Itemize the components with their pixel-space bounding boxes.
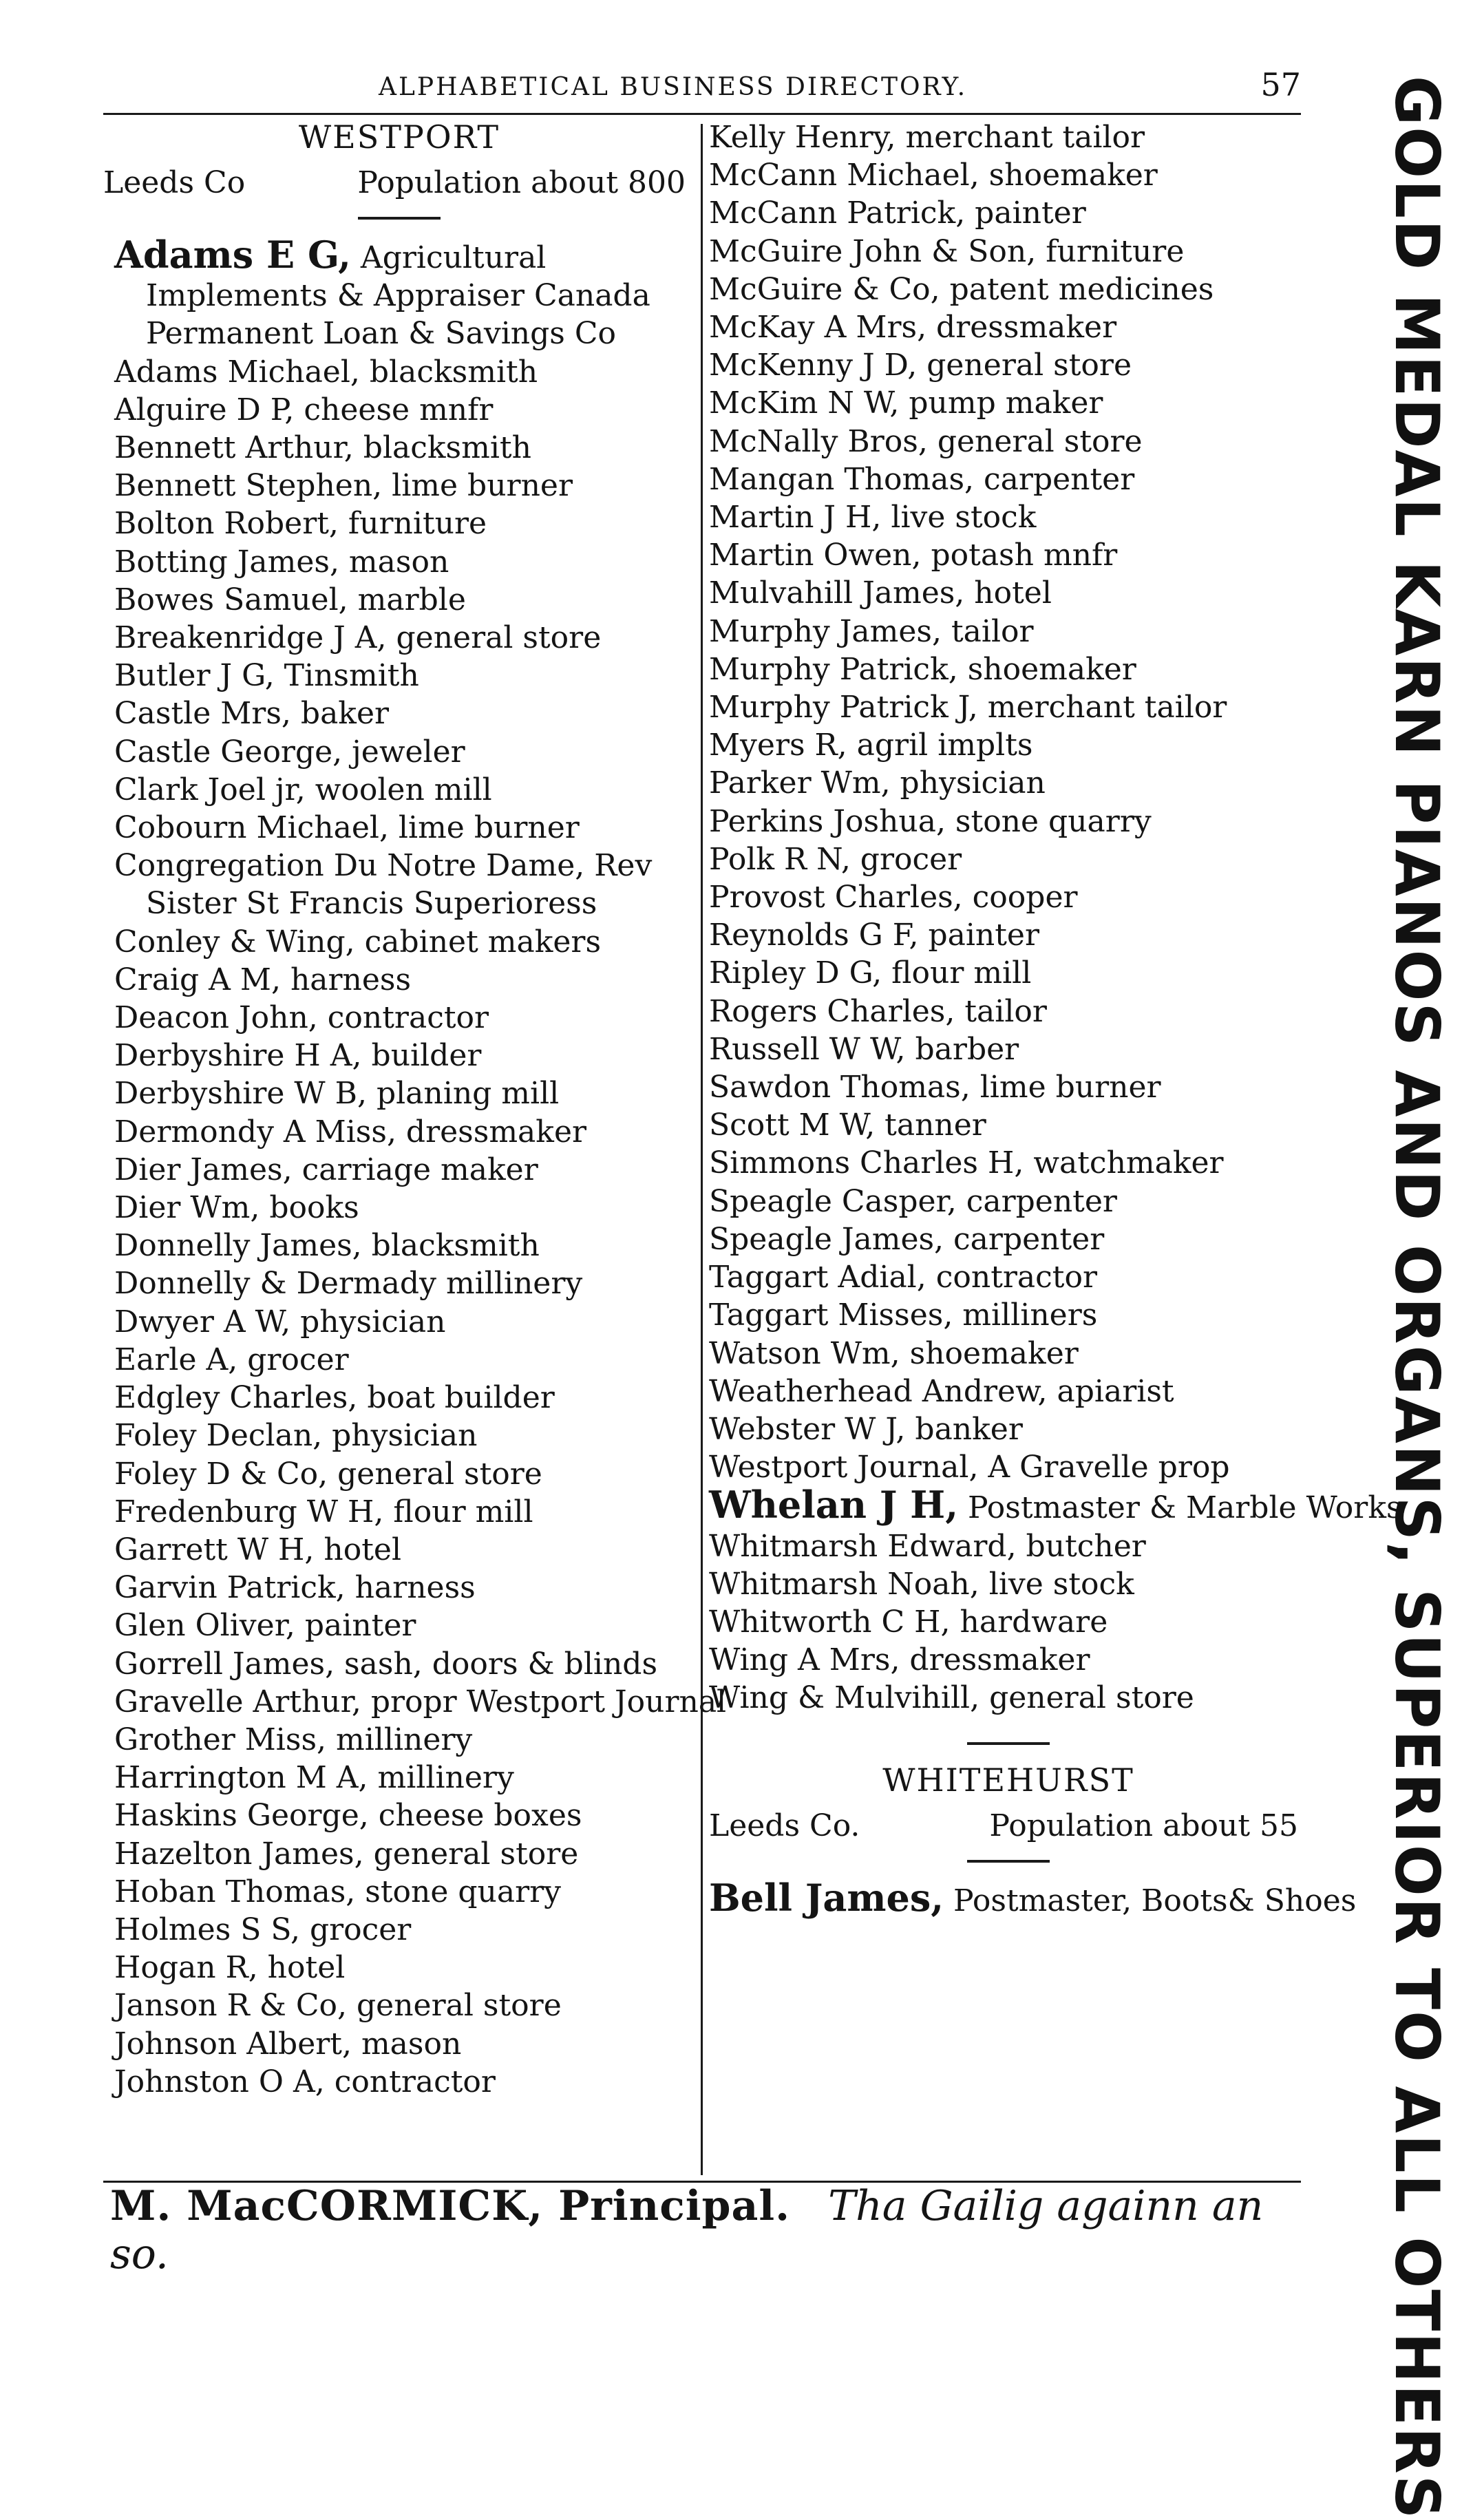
- directory-entry: [709, 1068, 1308, 1106]
- entry-text: Derbyshire H A, builder: [114, 1038, 482, 1074]
- directory-entry: [103, 1303, 695, 1341]
- entry-text: Westport Journal, A Gravelle prop: [709, 1450, 1230, 1485]
- section-rule: [967, 1860, 1050, 1863]
- directory-entry: [709, 1258, 1308, 1296]
- directory-entry: [103, 1721, 695, 1759]
- entry-text: Murphy Patrick, shoemaker: [709, 651, 1136, 687]
- directory-entry: [709, 1875, 1357, 1920]
- section-meta-westport: [103, 165, 695, 200]
- entry-text: Craig A M, harness: [114, 962, 412, 997]
- directory-entry: [103, 1759, 695, 1797]
- directory-entry: [103, 467, 695, 505]
- directory-entry: [103, 391, 695, 429]
- westport-entries-right: [709, 118, 1402, 1717]
- directory-entry: [103, 1531, 695, 1569]
- entry-text: McKim N W, pump maker: [709, 385, 1103, 421]
- directory-entry: [709, 1483, 1402, 1527]
- directory-entry: [103, 1341, 695, 1379]
- entry-text: Reynolds G F, painter: [709, 918, 1040, 953]
- entry-text: McKenny J D, general store: [709, 348, 1132, 383]
- section-rule: [358, 217, 441, 220]
- entry-text: Foley Declan, physician: [114, 1418, 478, 1454]
- entry-bold-name: Whelan J H,: [709, 1483, 958, 1527]
- entry-text: Speagle James, carpenter: [709, 1221, 1105, 1257]
- entry-text: Haskins George, cheese boxes: [114, 1798, 582, 1834]
- entry-text: McCann Michael, shoemaker: [709, 158, 1158, 193]
- directory-entry: [103, 771, 695, 809]
- county-label: Leeds Co: [103, 165, 246, 200]
- section-title-whitehurst: WHITEHURST: [882, 1761, 1134, 1799]
- entry-bold-name: Bell James,: [709, 1875, 944, 1920]
- directory-entry: [709, 726, 1308, 764]
- footer-motto: Tha Gailig againn an so.: [110, 2182, 1264, 2278]
- entry-text: Holmes S S, grocer: [114, 1912, 412, 1947]
- entry-text: Ripley D G, flour mill: [709, 955, 1032, 991]
- directory-entry: [709, 423, 1308, 460]
- directory-entry: [709, 1527, 1308, 1565]
- entry-text: Breakenridge J A, general store: [114, 620, 602, 656]
- entry-text: Garvin Patrick, harness: [114, 1570, 476, 1606]
- directory-entry: [709, 954, 1308, 992]
- population-label: Population about 800: [357, 165, 686, 200]
- entry-text: Perkins Joshua, stone quarry: [709, 803, 1152, 839]
- directory-entry: [103, 961, 695, 999]
- entry-text: Johnston O A, contractor: [114, 2064, 496, 2099]
- directory-entry: [103, 1227, 695, 1264]
- left-column: [103, 118, 727, 2101]
- directory-entry: [709, 1144, 1308, 1182]
- entry-text: Weatherhead Andrew, apiarist: [709, 1373, 1174, 1409]
- entry-text: Gravelle Arthur, propr Westport Journal: [114, 1684, 727, 1719]
- entry-text: Murphy Patrick J, merchant tailor: [709, 690, 1227, 726]
- directory-entry: [709, 993, 1308, 1030]
- directory-entry: [709, 118, 1308, 156]
- directory-entry: [103, 1987, 695, 2024]
- directory-entry: [709, 460, 1308, 498]
- directory-entry: [103, 1379, 695, 1417]
- entry-text: Conley & Wing, cabinet makers: [114, 924, 602, 960]
- entry-text: Mulvahill James, hotel: [709, 575, 1052, 611]
- directory-entry: [103, 1949, 695, 1987]
- population-label: Population about 55: [989, 1808, 1298, 1843]
- directory-entry: [709, 574, 1308, 612]
- directory-entry: [103, 1797, 695, 1834]
- directory-entry: [709, 384, 1308, 422]
- entry-text: McGuire & Co, patent medicines: [709, 271, 1214, 307]
- right-column: [709, 118, 1402, 1920]
- directory-entry: [103, 923, 695, 961]
- directory-entry: [709, 1106, 1308, 1144]
- directory-entry: [103, 619, 695, 657]
- directory-entry: [103, 1569, 695, 1607]
- running-head-title: ALPHABETICAL BUSINESS DIRECTORY.: [379, 73, 968, 101]
- entry-text: Bowes Samuel, marble: [114, 582, 466, 617]
- section-rule: [967, 1742, 1050, 1745]
- entry-text: Edgley Charles, boat builder: [114, 1380, 555, 1416]
- westport-entries-left: [103, 233, 727, 2101]
- entry-text: Webster W J, banker: [709, 1411, 1023, 1447]
- entry-text: Whitmarsh Edward, butcher: [709, 1528, 1146, 1564]
- directory-entry: [709, 916, 1308, 954]
- directory-entry: [103, 1911, 695, 1949]
- directory-entry: [103, 2025, 695, 2063]
- entry-bold-name: Adams E G,: [114, 233, 351, 277]
- entry-text: Deacon John, contractor: [114, 1000, 489, 1036]
- entry-text: McCann Patrick, painter: [709, 195, 1086, 231]
- entry-text: Donnelly & Dermady millinery: [114, 1266, 583, 1302]
- directory-entry: [103, 505, 695, 542]
- entry-text: Postmaster, Boots& Shoes: [944, 1883, 1357, 1918]
- directory-entry: [103, 429, 695, 467]
- entry-text: Congregation Du Notre Dame, Rev Sister St Francis Superioress: [114, 848, 653, 922]
- directory-entry: [103, 1683, 727, 1721]
- entry-text: Dier Wm, books: [114, 1190, 359, 1226]
- page-number: 57: [1260, 66, 1301, 103]
- entry-text: Martin Owen, potash mnfr: [709, 538, 1118, 573]
- entry-text: Hazelton James, general store: [114, 1836, 579, 1872]
- directory-entry: [103, 1455, 695, 1493]
- directory-entry: [103, 1417, 695, 1454]
- entry-text: Janson R & Co, general store: [114, 1988, 562, 2024]
- entry-text: Bennett Stephen, lime burner: [114, 468, 573, 504]
- entry-text: Bolton Robert, furniture: [114, 506, 487, 542]
- entry-text: Provost Charles, cooper: [709, 880, 1078, 915]
- entry-text: Derbyshire W B, planing mill: [114, 1076, 560, 1112]
- entry-text: Rogers Charles, tailor: [709, 993, 1047, 1029]
- entry-text: Castle George, jeweler: [114, 734, 465, 770]
- directory-entry: [103, 2063, 695, 2101]
- entry-text: Cobourn Michael, lime burner: [114, 810, 580, 846]
- header-rule: [103, 113, 1301, 115]
- directory-entry: [709, 1296, 1308, 1334]
- entry-text: McGuire John & Son, furniture: [709, 233, 1185, 269]
- entry-text: Myers R, agril implts: [709, 728, 1033, 763]
- entry-text: Martin J H, live stock: [709, 500, 1037, 536]
- directory-entry: [709, 1641, 1308, 1679]
- side-advertisement-text: GOLD MEDAL KARN PIANOS AND ORGANS, SUPERIOR TO ALL OTHERS: [1381, 76, 1452, 2520]
- directory-entry: [709, 1679, 1308, 1717]
- directory-entry: [103, 1493, 695, 1531]
- directory-entry: [103, 809, 695, 847]
- entry-text: McKay A Mrs, dressmaker: [709, 310, 1117, 346]
- entry-text: Glen Oliver, painter: [114, 1608, 416, 1644]
- directory-entry: [103, 1189, 695, 1227]
- running-head: [117, 66, 1301, 110]
- entry-text: Sawdon Thomas, lime burner: [709, 1070, 1161, 1105]
- directory-entry: [709, 1448, 1308, 1486]
- directory-entry: [709, 1030, 1308, 1068]
- entry-text: Whitmarsh Noah, live stock: [709, 1566, 1134, 1602]
- entry-text: Clark Joel jr, woolen mill: [114, 772, 492, 807]
- directory-entry: [709, 1373, 1308, 1410]
- whitehurst-entries: [709, 1875, 1357, 1920]
- entry-text: Fredenburg W H, flour mill: [114, 1494, 533, 1529]
- directory-entry: [709, 650, 1308, 688]
- entry-text: Speagle Casper, carpenter: [709, 1183, 1117, 1219]
- entry-text: Foley D & Co, general store: [114, 1456, 542, 1492]
- directory-entry: [709, 878, 1308, 916]
- entry-text: Simmons Charles H, watchmaker: [709, 1145, 1224, 1181]
- directory-entry: [103, 543, 695, 581]
- entry-text: Hogan R, hotel: [114, 1950, 346, 1986]
- directory-entry: [709, 346, 1308, 384]
- entry-text: McNally Bros, general store: [709, 423, 1143, 459]
- entry-text: Kelly Henry, merchant tailor: [709, 120, 1145, 155]
- entry-text: Earle A, grocer: [114, 1342, 349, 1377]
- directory-entry: [709, 308, 1308, 346]
- directory-entry: [709, 498, 1308, 536]
- directory-entry: [103, 999, 695, 1037]
- entry-text: Russell W W, barber: [709, 1031, 1019, 1067]
- directory-entry: [103, 1607, 695, 1644]
- directory-entry: [103, 1835, 695, 1873]
- directory-entry: [103, 1873, 695, 1911]
- entry-text: Garrett W H, hotel: [114, 1532, 402, 1567]
- directory-entry: [103, 733, 695, 771]
- section-title-westport: WESTPORT: [298, 118, 500, 156]
- directory-entry: [103, 1074, 695, 1112]
- entry-text: Harrington M A, millinery: [114, 1760, 514, 1796]
- entry-text: Scott M W, tanner: [709, 1108, 986, 1143]
- directory-entry: [103, 1113, 695, 1151]
- entry-text: Dwyer A W, physician: [114, 1304, 446, 1340]
- directory-entry: [103, 353, 695, 391]
- side-advertisement-banner: [1356, 76, 1452, 2520]
- entry-text: Dermondy A Miss, dressmaker: [114, 1114, 587, 1150]
- county-label: Leeds Co.: [709, 1808, 860, 1843]
- section-meta-whitehurst: [709, 1808, 1308, 1843]
- entry-text: Butler J G, Tinsmith: [114, 658, 419, 694]
- directory-entry: [709, 1183, 1308, 1220]
- directory-entry: [709, 803, 1308, 840]
- entry-text: Taggart Adial, contractor: [709, 1260, 1097, 1295]
- entry-text: Postmaster & Marble Works: [958, 1490, 1402, 1526]
- directory-entry: [103, 1037, 695, 1074]
- entry-text: Whitworth C H, hardware: [709, 1604, 1108, 1640]
- directory-entry: [709, 233, 1308, 271]
- directory-entry: [709, 840, 1308, 878]
- column-divider: [701, 124, 703, 2175]
- entry-text: Castle Mrs, baker: [114, 696, 390, 732]
- directory-entry: [103, 233, 695, 353]
- entry-text: Taggart Misses, milliners: [709, 1298, 1098, 1333]
- entry-text: Dier James, carriage maker: [114, 1152, 538, 1187]
- entry-text: Donnelly James, blacksmith: [114, 1228, 540, 1264]
- directory-entry: [103, 657, 695, 695]
- entry-text: Botting James, mason: [114, 544, 449, 580]
- directory-entry: [103, 695, 695, 732]
- directory-entry: [709, 536, 1308, 574]
- directory-entry: [709, 1220, 1308, 1258]
- directory-entry: [709, 271, 1308, 308]
- entry-text: Murphy James, tailor: [709, 613, 1034, 649]
- directory-entry: [103, 1151, 695, 1189]
- entry-text: Grother Miss, millinery: [114, 1722, 473, 1757]
- entry-text: Alguire D P, cheese mnfr: [114, 392, 494, 427]
- directory-entry: [103, 1264, 695, 1302]
- entry-text: Hoban Thomas, stone quarry: [114, 1874, 562, 1909]
- entry-text: Bennett Arthur, blacksmith: [114, 430, 531, 466]
- directory-entry: [709, 156, 1308, 194]
- directory-entry: [709, 1565, 1308, 1603]
- directory-entry: [709, 1335, 1308, 1373]
- directory-entry: [709, 688, 1308, 726]
- directory-entry: [103, 581, 695, 619]
- footer-signature: M. MacCORMICK, Principal.: [110, 2182, 791, 2230]
- directory-entry: [103, 847, 695, 922]
- directory-entry: [709, 194, 1308, 232]
- entry-text: Johnson Albert, mason: [114, 2026, 462, 2062]
- directory-entry: [709, 764, 1308, 802]
- entry-text: Wing A Mrs, dressmaker: [709, 1642, 1090, 1678]
- footer: [110, 2182, 1294, 2278]
- directory-entry: [709, 613, 1308, 650]
- entry-text: Adams Michael, blacksmith: [114, 354, 538, 390]
- entry-text: Polk R N, grocer: [709, 841, 962, 877]
- directory-entry: [709, 1603, 1308, 1641]
- directory-entry: [103, 1645, 695, 1683]
- entry-text: Watson Wm, shoemaker: [709, 1335, 1079, 1371]
- entry-text: Wing & Mulvihill, general store: [709, 1680, 1194, 1716]
- entry-text: Gorrell James, sash, doors & blinds: [114, 1646, 658, 1682]
- directory-entry: [709, 1410, 1308, 1448]
- entry-text: Agricultural Implements & Appraiser Canada Permanent Loan & Savings Co: [146, 240, 650, 352]
- entry-text: Parker Wm, physician: [709, 765, 1046, 801]
- entry-text: Mangan Thomas, carpenter: [709, 461, 1135, 497]
